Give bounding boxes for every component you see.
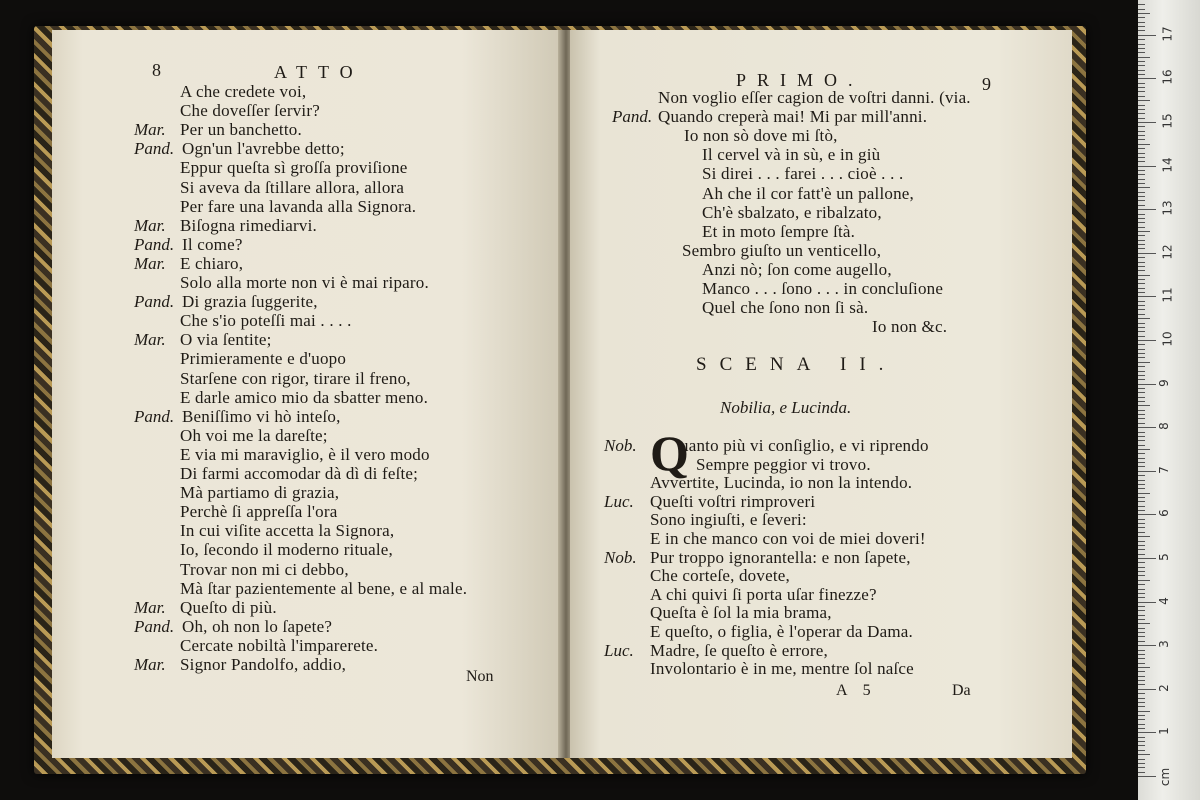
ruler-tick	[1138, 532, 1145, 533]
ruler-tick	[1138, 541, 1145, 542]
ruler-tick	[1138, 244, 1145, 245]
signature-mark: A 5	[836, 682, 877, 699]
ruler-tick	[1138, 126, 1145, 127]
ruler-tick	[1138, 240, 1145, 241]
ruler-tick	[1138, 135, 1145, 136]
ruler-tick	[1138, 680, 1145, 681]
verse-line: In cui viſite accetta la Signora,	[180, 521, 395, 541]
ruler-tick	[1138, 340, 1156, 341]
ruler-tick	[1138, 597, 1145, 598]
ruler-tick	[1138, 179, 1145, 180]
verse-line: uanto più vi conſiglio, e vi riprendo	[680, 436, 929, 455]
ruler-tick	[1138, 545, 1145, 546]
ruler-tick	[1138, 458, 1145, 459]
ruler-number: 5	[1156, 553, 1171, 561]
ruler-tick	[1138, 22, 1145, 23]
ruler-tick	[1138, 279, 1145, 280]
ruler-tick	[1138, 453, 1145, 454]
ruler-tick	[1138, 384, 1156, 385]
verse-line: E in che manco con voi de miei doveri!	[650, 529, 926, 548]
page-number: 9	[982, 74, 991, 94]
ruler-tick	[1138, 759, 1145, 760]
ruler-tick	[1138, 475, 1145, 476]
ruler-tick	[1138, 105, 1145, 106]
ruler-tick	[1138, 514, 1156, 515]
ruler-tick	[1138, 349, 1145, 350]
ruler-tick	[1138, 554, 1145, 555]
ruler-tick	[1138, 706, 1145, 707]
ruler-number: 6	[1156, 509, 1171, 518]
ruler-tick	[1138, 523, 1145, 524]
right-page	[570, 30, 1072, 758]
ruler-tick	[1138, 619, 1145, 620]
verse-line: Perchè ſi appreſſa l'ora	[180, 502, 338, 522]
ruler-tick	[1138, 410, 1145, 411]
ruler-tick	[1138, 113, 1145, 114]
ruler-tick	[1138, 61, 1145, 62]
verse-line: Pur troppo ignorantella: e non ſapete,	[650, 547, 911, 567]
ruler-tick	[1138, 344, 1145, 345]
ruler-tick	[1138, 724, 1145, 725]
ruler-tick	[1138, 641, 1145, 642]
ruler-tick	[1138, 296, 1156, 297]
ruler-tick	[1138, 589, 1145, 590]
ruler-tick	[1138, 715, 1145, 716]
page-number: 8	[152, 60, 161, 80]
verse-line: Di farmi accomodar dà dì di feſte;	[180, 464, 419, 483]
verse-line: Mà ſtar pazientemente al bene, e al male.	[180, 578, 468, 598]
verse-line: Quel che ſono non ſi sà.	[702, 298, 869, 318]
ruler-tick	[1138, 122, 1156, 123]
ruler-tick	[1138, 658, 1145, 659]
ruler-tick	[1138, 309, 1145, 310]
ruler-tick	[1138, 401, 1145, 402]
ruler-tick	[1138, 654, 1145, 655]
ruler-tick	[1138, 44, 1145, 45]
ruler-tick	[1138, 170, 1145, 171]
ruler-tick	[1138, 375, 1145, 376]
ruler-tick	[1138, 423, 1145, 424]
verse-line: Che corteſe, dovete,	[650, 566, 790, 586]
ruler-tick	[1138, 741, 1145, 742]
ruler-tick	[1138, 4, 1145, 5]
ruler-tick	[1138, 584, 1145, 585]
ruler-tick	[1138, 510, 1145, 511]
catchword: Da	[952, 682, 971, 699]
speaker-label: Pand.	[134, 139, 175, 159]
ruler-tick	[1138, 519, 1145, 520]
ruler-tick	[1138, 78, 1156, 79]
ruler-tick	[1138, 776, 1156, 777]
ruler-tick	[1138, 371, 1145, 372]
verse-line: Non voglio eſſer cagion de voſtri danni. (via.	[658, 88, 971, 107]
ruler-tick	[1138, 754, 1150, 755]
measuring-ruler	[1138, 0, 1200, 800]
speaker-label: Mar.	[134, 330, 166, 350]
ruler-tick	[1138, 192, 1145, 193]
ruler-tick	[1138, 432, 1145, 433]
verse-line: Primieramente e d'uopo	[180, 349, 347, 369]
ruler-tick	[1138, 484, 1145, 485]
speaker-label: Nob.	[604, 436, 637, 455]
ruler-tick	[1138, 580, 1150, 581]
ruler-tick	[1138, 488, 1145, 489]
ruler-tick	[1138, 9, 1145, 10]
ruler-unit-label: cm	[1158, 767, 1173, 787]
verse-line: Ogn'un l'avrebbe detto;	[182, 139, 345, 159]
verse-line: Queſto di più.	[180, 597, 277, 617]
ruler-tick	[1138, 26, 1145, 27]
verse-line: Sempre peggior vi trovo.	[696, 454, 871, 474]
ruler-tick	[1138, 593, 1145, 594]
verse-line: Et in moto ſempre ſtà.	[702, 221, 856, 241]
verse-line: E chiaro,	[180, 253, 244, 273]
ruler-tick	[1138, 440, 1145, 441]
ruler-number: 15	[1160, 113, 1175, 129]
ruler-tick	[1138, 636, 1145, 637]
ruler-tick	[1138, 388, 1145, 389]
drop-capital: Q	[650, 425, 689, 481]
scene-persons: Nobilia, e Lucinda.	[720, 398, 852, 417]
verse-line: Sono ingiuſti, e ſeveri:	[650, 510, 807, 530]
ruler-tick	[1138, 222, 1145, 223]
ruler-tick	[1138, 606, 1145, 607]
verse-line: E via mi maraviglio, è il vero modo	[180, 444, 430, 464]
verse-line: Avvertite, Lucinda, io non la intendo.	[650, 473, 913, 493]
ruler-tick	[1138, 536, 1150, 537]
speaker-label: Mar.	[134, 253, 166, 273]
ruler-number: 8	[1156, 422, 1171, 431]
speaker-label: Pand.	[612, 107, 653, 127]
ruler-tick	[1138, 96, 1145, 97]
ruler-tick	[1138, 52, 1145, 53]
ruler-tick	[1138, 362, 1150, 363]
verse-line: Signor Pandolfo, addio,	[180, 655, 347, 674]
ruler-tick	[1138, 602, 1156, 603]
running-head: ATTO	[274, 62, 364, 82]
ruler-tick	[1138, 100, 1150, 101]
ruler-tick	[1138, 248, 1145, 249]
ruler-number: 14	[1160, 156, 1175, 173]
verse-line: Per un banchetto.	[180, 120, 302, 140]
verse-line: Si direi . . . farei . . . cioè . . .	[702, 164, 904, 184]
verse-line: Cercate nobiltà l'imparerete.	[180, 635, 379, 655]
verse-line: Solo alla morte non vi è mai riparo.	[180, 273, 429, 292]
ruler-tick	[1138, 702, 1145, 703]
ruler-number: 16	[1160, 69, 1175, 86]
ruler-tick	[1138, 327, 1145, 328]
ruler-tick	[1138, 567, 1145, 568]
ruler-number: 11	[1160, 287, 1175, 304]
verse-line: Biſogna rimediarvi.	[180, 215, 317, 235]
ruler-tick	[1138, 323, 1145, 324]
verse-line: Oh voi me la dareſte;	[180, 425, 328, 445]
ruler-tick	[1138, 737, 1145, 738]
ruler-tick	[1138, 196, 1145, 197]
verse-line: Involontario è in me, mentre ſol naſce	[650, 659, 914, 679]
ruler-tick	[1138, 187, 1150, 188]
ruler-tick	[1138, 392, 1145, 393]
scene-heading: SCENA II.	[696, 354, 897, 375]
ruler-tick	[1138, 663, 1145, 664]
ruler-tick	[1138, 257, 1145, 258]
verse-line: Io, ſecondo il moderno rituale,	[180, 540, 393, 560]
ruler-tick	[1138, 615, 1145, 616]
speaker-label: Luc.	[604, 491, 634, 511]
ruler-number: 4	[1156, 596, 1171, 605]
ruler-tick	[1138, 83, 1145, 84]
ruler-tick	[1138, 493, 1150, 494]
ruler-tick	[1138, 74, 1145, 75]
ruler-tick	[1138, 366, 1145, 367]
verse-line: A che credete voi,	[180, 82, 307, 101]
verse-line: E darle amico mio da sbatter meno.	[180, 387, 429, 407]
speaker-label: Nob.	[604, 547, 637, 567]
ruler-tick	[1138, 397, 1145, 398]
ruler-tick	[1138, 305, 1145, 306]
running-head: PRIMO.	[736, 70, 864, 90]
ruler-number: 9	[1156, 378, 1171, 387]
ruler-number: 17	[1160, 26, 1175, 42]
verse-line: Queſta è ſol la mia brama,	[650, 603, 832, 623]
ruler-tick	[1138, 480, 1145, 481]
ruler-tick	[1138, 70, 1145, 71]
ruler-tick	[1138, 645, 1156, 646]
ruler-tick	[1138, 750, 1145, 751]
verse-line: Anzi nò; ſon come augello,	[702, 259, 892, 279]
verse-line: Manco . . . ſono . . . in concluſione	[702, 279, 944, 298]
verse-line: Il come?	[182, 234, 243, 254]
ruler-tick	[1138, 676, 1145, 677]
ruler-tick	[1138, 200, 1145, 201]
ruler-tick	[1138, 466, 1145, 467]
ruler-tick	[1138, 336, 1145, 337]
ruler-tick	[1138, 527, 1145, 528]
ruler-tick	[1138, 148, 1145, 149]
ruler-tick	[1138, 684, 1145, 685]
ruler-tick	[1138, 763, 1145, 764]
ruler-tick	[1138, 65, 1145, 66]
verse-line: Per fare una lavanda alla Signora.	[180, 196, 417, 216]
speaker-label: Pand.	[134, 616, 175, 636]
ruler-tick	[1138, 318, 1150, 319]
ruler-number: 1	[1156, 727, 1171, 736]
ruler-tick	[1138, 436, 1145, 437]
ruler-tick	[1138, 30, 1145, 31]
ruler-tick	[1138, 405, 1150, 406]
ruler-tick	[1138, 689, 1156, 690]
catchword: Non	[466, 668, 494, 685]
ruler-tick	[1138, 449, 1150, 450]
verse-line: Madre, ſe queſto è errore,	[650, 640, 828, 660]
ruler-tick	[1138, 48, 1145, 49]
ruler-tick	[1138, 623, 1150, 624]
verse-line: E queſto, o figlia, è l'operar da Dama.	[650, 622, 913, 641]
verse-line: Che doveſſer ſervir?	[180, 101, 320, 121]
speaker-label: Luc.	[604, 640, 634, 660]
ruler-tick	[1138, 13, 1150, 14]
speaker-label: Mar.	[134, 655, 166, 674]
ruler-tick	[1138, 205, 1145, 206]
verse-line: Ch'è sbalzato, e ribalzato,	[702, 202, 882, 222]
verse-line: Beniſſimo vi hò inteſo,	[182, 406, 341, 426]
ruler-tick	[1138, 218, 1145, 219]
speaker-label: Mar.	[134, 120, 166, 140]
verse-line: Ah che il cor fatt'è un pallone,	[702, 183, 914, 203]
verse-line: Starſene con rigor, tirare il freno,	[180, 368, 411, 388]
ruler-tick	[1138, 288, 1145, 289]
speaker-label: Mar.	[134, 215, 166, 235]
ruler-tick	[1138, 357, 1145, 358]
verse-line: Sembro giuſto un venticello,	[682, 240, 882, 260]
ruler-tick	[1138, 610, 1145, 611]
ruler-number: 7	[1156, 465, 1171, 474]
ruler-tick	[1138, 732, 1156, 733]
ruler-number: 2	[1156, 683, 1171, 692]
ruler-tick	[1138, 91, 1145, 92]
verse-line: Quando creperà mai! Mi par mill'anni.	[658, 107, 928, 127]
speaker-label: Pand.	[134, 234, 175, 254]
ruler-tick	[1138, 501, 1145, 502]
ruler-tick	[1138, 292, 1145, 293]
ruler-tick	[1138, 462, 1145, 463]
verse-line: O via ſentite;	[180, 330, 272, 350]
ruler-tick	[1138, 628, 1145, 629]
verse-line: Trovar non mi ci debbo,	[180, 559, 349, 579]
ruler-tick	[1138, 270, 1145, 271]
verse-line: Io non sò dove mi ſtò,	[684, 126, 838, 146]
ruler-number: 13	[1160, 200, 1175, 216]
ruler-tick	[1138, 497, 1145, 498]
ruler-tick	[1138, 667, 1150, 668]
verse-line: Oh, oh non lo ſapete?	[182, 616, 333, 636]
ruler-tick	[1138, 558, 1156, 559]
ruler-tick	[1138, 227, 1145, 228]
ruler-tick	[1138, 131, 1145, 132]
ruler-tick	[1138, 87, 1145, 88]
ruler-tick	[1138, 166, 1156, 167]
ruler-tick	[1138, 575, 1145, 576]
ruler-tick	[1138, 549, 1145, 550]
ruler-tick	[1138, 214, 1145, 215]
ruler-tick	[1138, 331, 1145, 332]
ruler-tick	[1138, 153, 1145, 154]
ruler-tick	[1138, 161, 1145, 162]
ruler-tick	[1138, 571, 1145, 572]
ruler-tick	[1138, 632, 1145, 633]
speaker-label: Pand.	[134, 292, 175, 312]
ruler-tick	[1138, 262, 1145, 263]
ruler-tick	[1138, 39, 1145, 40]
ruler-tick	[1138, 506, 1145, 507]
ruler-tick	[1138, 57, 1150, 58]
ruler-tick	[1138, 118, 1145, 119]
ruler-tick	[1138, 711, 1150, 712]
ruler-tick	[1138, 471, 1156, 472]
ruler-tick	[1138, 650, 1145, 651]
left-page	[52, 30, 564, 758]
verse-line: Che s'io poteſſi mai . . . .	[180, 311, 352, 331]
ruler-tick	[1138, 231, 1150, 232]
ruler-tick	[1138, 183, 1145, 184]
verse-line: Si aveva da ſtillare allora, allora	[180, 177, 405, 197]
ruler-tick	[1138, 698, 1145, 699]
verse-line: Di grazia ſuggerite,	[182, 292, 318, 312]
ruler-tick	[1138, 314, 1145, 315]
ruler-tick	[1138, 253, 1156, 254]
ruler-tick	[1138, 767, 1145, 768]
ruler-tick	[1138, 445, 1145, 446]
verse-line: Io non &c.	[872, 317, 948, 337]
speaker-label: Mar.	[134, 597, 166, 617]
ruler-tick	[1138, 283, 1145, 284]
ruler-tick	[1138, 301, 1145, 302]
ruler-tick	[1138, 139, 1145, 140]
ruler-tick	[1138, 772, 1145, 773]
ruler-tick	[1138, 427, 1156, 428]
ruler-tick	[1138, 266, 1145, 267]
ruler-tick	[1138, 235, 1145, 236]
ruler-tick	[1138, 174, 1145, 175]
ruler-number: 10	[1160, 331, 1175, 347]
ruler-tick	[1138, 728, 1145, 729]
verse-line: Queſti voſtri rimproveri	[650, 491, 816, 511]
ruler-tick	[1138, 109, 1145, 110]
ruler-tick	[1138, 144, 1150, 145]
ruler-tick	[1138, 693, 1145, 694]
ruler-tick	[1138, 745, 1145, 746]
verse-line: Mà partiamo di grazia,	[180, 483, 340, 503]
ruler-tick	[1138, 35, 1156, 36]
ruler-tick	[1138, 379, 1145, 380]
ruler-tick	[1138, 562, 1145, 563]
ruler-tick	[1138, 275, 1150, 276]
ruler-tick	[1138, 719, 1145, 720]
ruler-number: 3	[1156, 640, 1171, 649]
ruler-tick	[1138, 671, 1145, 672]
ruler-tick	[1138, 414, 1145, 415]
ruler-tick	[1138, 157, 1145, 158]
verse-line: A chi quivi ſi porta uſar finezze?	[650, 584, 877, 604]
ruler-tick	[1138, 353, 1145, 354]
ruler-tick	[1138, 209, 1156, 210]
ruler-tick	[1138, 17, 1145, 18]
ruler-tick	[1138, 418, 1145, 419]
speaker-label: Pand.	[134, 406, 175, 426]
verse-line: Eppur queſta sì groſſa proviſione	[180, 158, 408, 178]
ruler-number: 12	[1160, 244, 1175, 260]
verse-line: Il cervel và in sù, e in giù	[702, 145, 881, 165]
